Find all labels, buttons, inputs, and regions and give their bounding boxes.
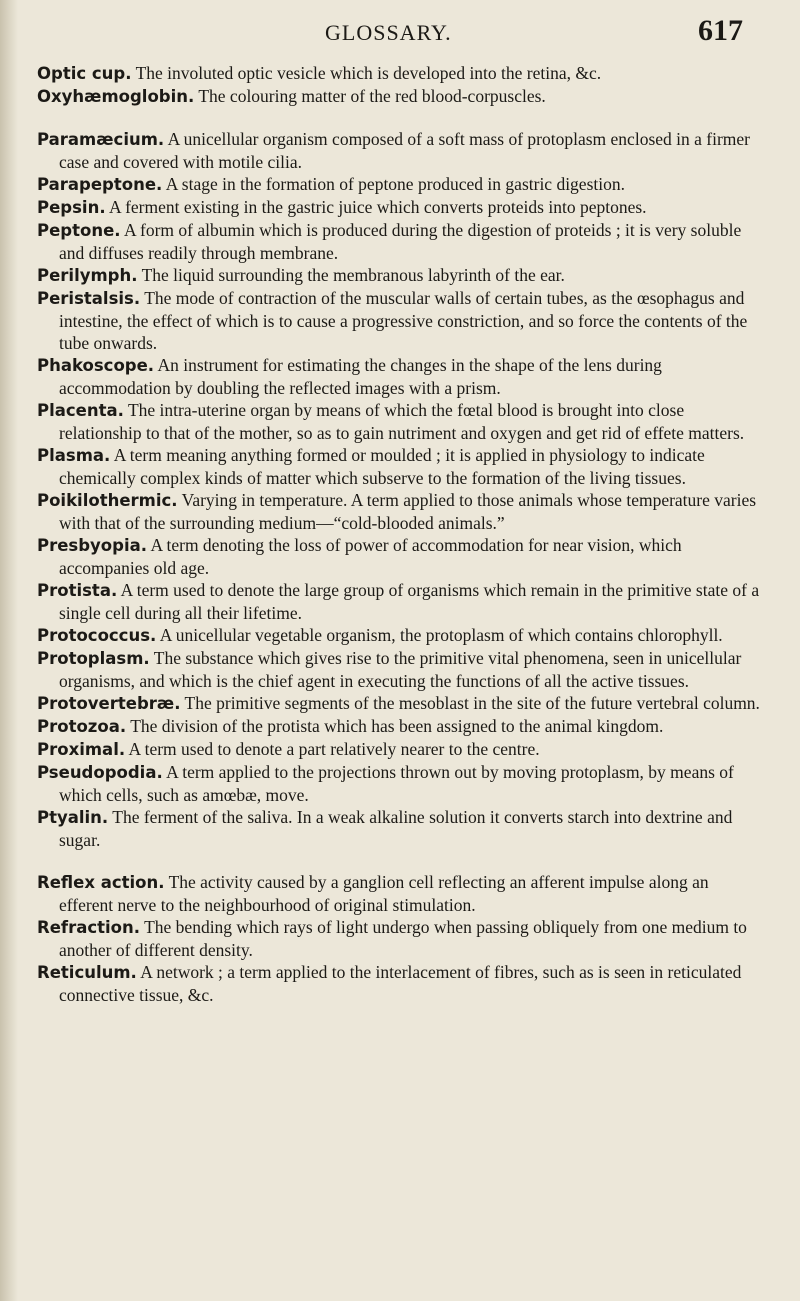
glossary-content [37, 62, 767, 1006]
entry-definition: The colouring matter of the red blood-corpuscles. [198, 86, 546, 106]
glossary-entry [37, 354, 767, 399]
entry-term: Proximal. [37, 740, 126, 759]
glossary-entry [37, 173, 767, 196]
entry-definition: A stage in the formation of peptone produced in gastric digestion. [165, 174, 625, 194]
entry-term: Protococcus. [37, 626, 157, 645]
entry-definition: A term used to denote a part relatively nearer to the centre. [128, 739, 540, 759]
glossary-entry [37, 692, 767, 715]
entry-definition: The intra-uterine organ by means of which the fœtal blood is brought into close relationship to that of the mother, so as to gain nutriment and oxygen and get rid of effete matters. [59, 400, 745, 443]
entry-term: Peristalsis. [37, 289, 141, 308]
entry-definition: The mode of contraction of the muscular walls of certain tubes, as the œsophagus and intestine, the effect of which is to cause a progressive constriction, and so force the contents of the tube onwards. [59, 288, 748, 353]
glossary-group-p [37, 128, 767, 851]
entry-term: Reticulum. [37, 963, 137, 982]
entry-definition: The liquid surrounding the membranous labyrinth of the ear. [141, 265, 565, 285]
glossary-entry [37, 196, 767, 219]
glossary-entry [37, 219, 767, 264]
glossary-entry [37, 128, 767, 173]
entry-term: Phakoscope. [37, 356, 155, 375]
glossary-entry [37, 62, 767, 85]
glossary-entry [37, 579, 767, 624]
glossary-entry [37, 287, 767, 354]
section-gap [37, 851, 767, 871]
page-header [0, 12, 800, 48]
glossary-entry [37, 871, 767, 916]
glossary-entry [37, 85, 767, 108]
entry-definition: The division of the protista which has been assigned to the animal kingdom. [130, 716, 664, 736]
entry-definition: A unicellular vegetable organism, the protoplasm of which contains chlorophyll. [159, 625, 723, 645]
glossary-group-r [37, 871, 767, 1006]
entry-definition: A ferment existing in the gastric juice which converts proteids into peptones. [109, 197, 647, 217]
entry-definition: A term denoting the loss of power of accommodation for near vision, which accompanies old age. [59, 535, 682, 578]
entry-term: Plasma. [37, 446, 111, 465]
entry-term: Protista. [37, 581, 118, 600]
glossary-entry [37, 738, 767, 761]
entry-definition: An instrument for estimating the changes in the shape of the lens during accommodation by doubling the reflected images with a prism. [59, 355, 662, 398]
page-number: 617 [698, 14, 743, 47]
entry-term: Oxyhæmoglobin. [37, 87, 195, 106]
entry-term: Optic cup. [37, 64, 132, 83]
section-gap [37, 108, 767, 128]
glossary-entry [37, 806, 767, 851]
glossary-entry [37, 264, 767, 287]
entry-definition: Varying in temperature. A term applied to those animals whose temperature varies with that of the surrounding medium—“cold-blooded animals.” [59, 490, 757, 533]
entry-definition: A term applied to the projections thrown out by moving protoplasm, by means of which cells, such as amœbæ, move. [59, 762, 734, 805]
spine-shadow [0, 0, 18, 1301]
entry-definition: The involuted optic vesicle which is developed into the retina, &c. [135, 63, 602, 83]
entry-term: Pseudopodia. [37, 763, 163, 782]
entry-definition: A unicellular organism composed of a soft mass of protoplasm enclosed in a firmer case and covered with motile cilia. [59, 129, 750, 172]
entry-term: Perilymph. [37, 266, 138, 285]
glossary-entry [37, 624, 767, 647]
entry-term: Refraction. [37, 918, 141, 937]
entry-definition: The ferment of the saliva. In a weak alkaline solution it converts starch into dextrine and sugar. [59, 807, 733, 850]
entry-definition: The activity caused by a ganglion cell reflecting an afferent impulse along an efferent nerve to the neighbourhood of original stimulation. [59, 872, 709, 915]
entry-term: Pepsin. [37, 198, 106, 217]
entry-definition: A term used to denote the large group of organisms which remain in the primitive state of a single cell during all their lifetime. [59, 580, 760, 623]
entry-definition: A network ; a term applied to the interlacement of fibres, such as is seen in reticulated connective tissue, &c. [59, 962, 742, 1005]
entry-term: Poikilothermic. [37, 491, 178, 510]
glossary-entry [37, 489, 767, 534]
entry-definition: The primitive segments of the mesoblast in the site of the future vertebral column. [184, 693, 760, 713]
entry-term: Protoplasm. [37, 649, 150, 668]
glossary-entry [37, 761, 767, 806]
glossary-entry [37, 647, 767, 692]
glossary-entry [37, 444, 767, 489]
entry-term: Paramæcium. [37, 130, 165, 149]
entry-definition: The substance which gives rise to the primitive vital phenomena, seen in unicellular organisms, and which is the chief agent in executing the functions of all the active tissues. [59, 648, 742, 691]
entry-term: Reflex action. [37, 873, 165, 892]
entry-term: Ptyalin. [37, 808, 109, 827]
entry-term: Peptone. [37, 221, 121, 240]
glossary-entry [37, 399, 767, 444]
entry-term: Protovertebræ. [37, 694, 181, 713]
running-title: GLOSSARY. [325, 20, 452, 45]
entry-term: Parapeptone. [37, 175, 163, 194]
glossary-entry [37, 916, 767, 961]
glossary-entry [37, 534, 767, 579]
glossary-entry [37, 961, 767, 1006]
glossary-entry [37, 715, 767, 738]
entry-definition: The bending which rays of light undergo when passing obliquely from one medium to another of different density. [59, 917, 747, 960]
entry-term: Placenta. [37, 401, 124, 420]
entry-term: Protozoa. [37, 717, 127, 736]
glossary-group-o [37, 62, 767, 108]
entry-definition: A term meaning anything formed or moulded ; it is applied in physiology to indicate chemically complex kinds of matter which subserve to the formation of the living tissues. [59, 445, 705, 488]
entry-definition: A form of albumin which is produced during the digestion of proteids ; it is very soluble and diffuses readily through membrane. [59, 220, 742, 263]
entry-term: Presbyopia. [37, 536, 148, 555]
